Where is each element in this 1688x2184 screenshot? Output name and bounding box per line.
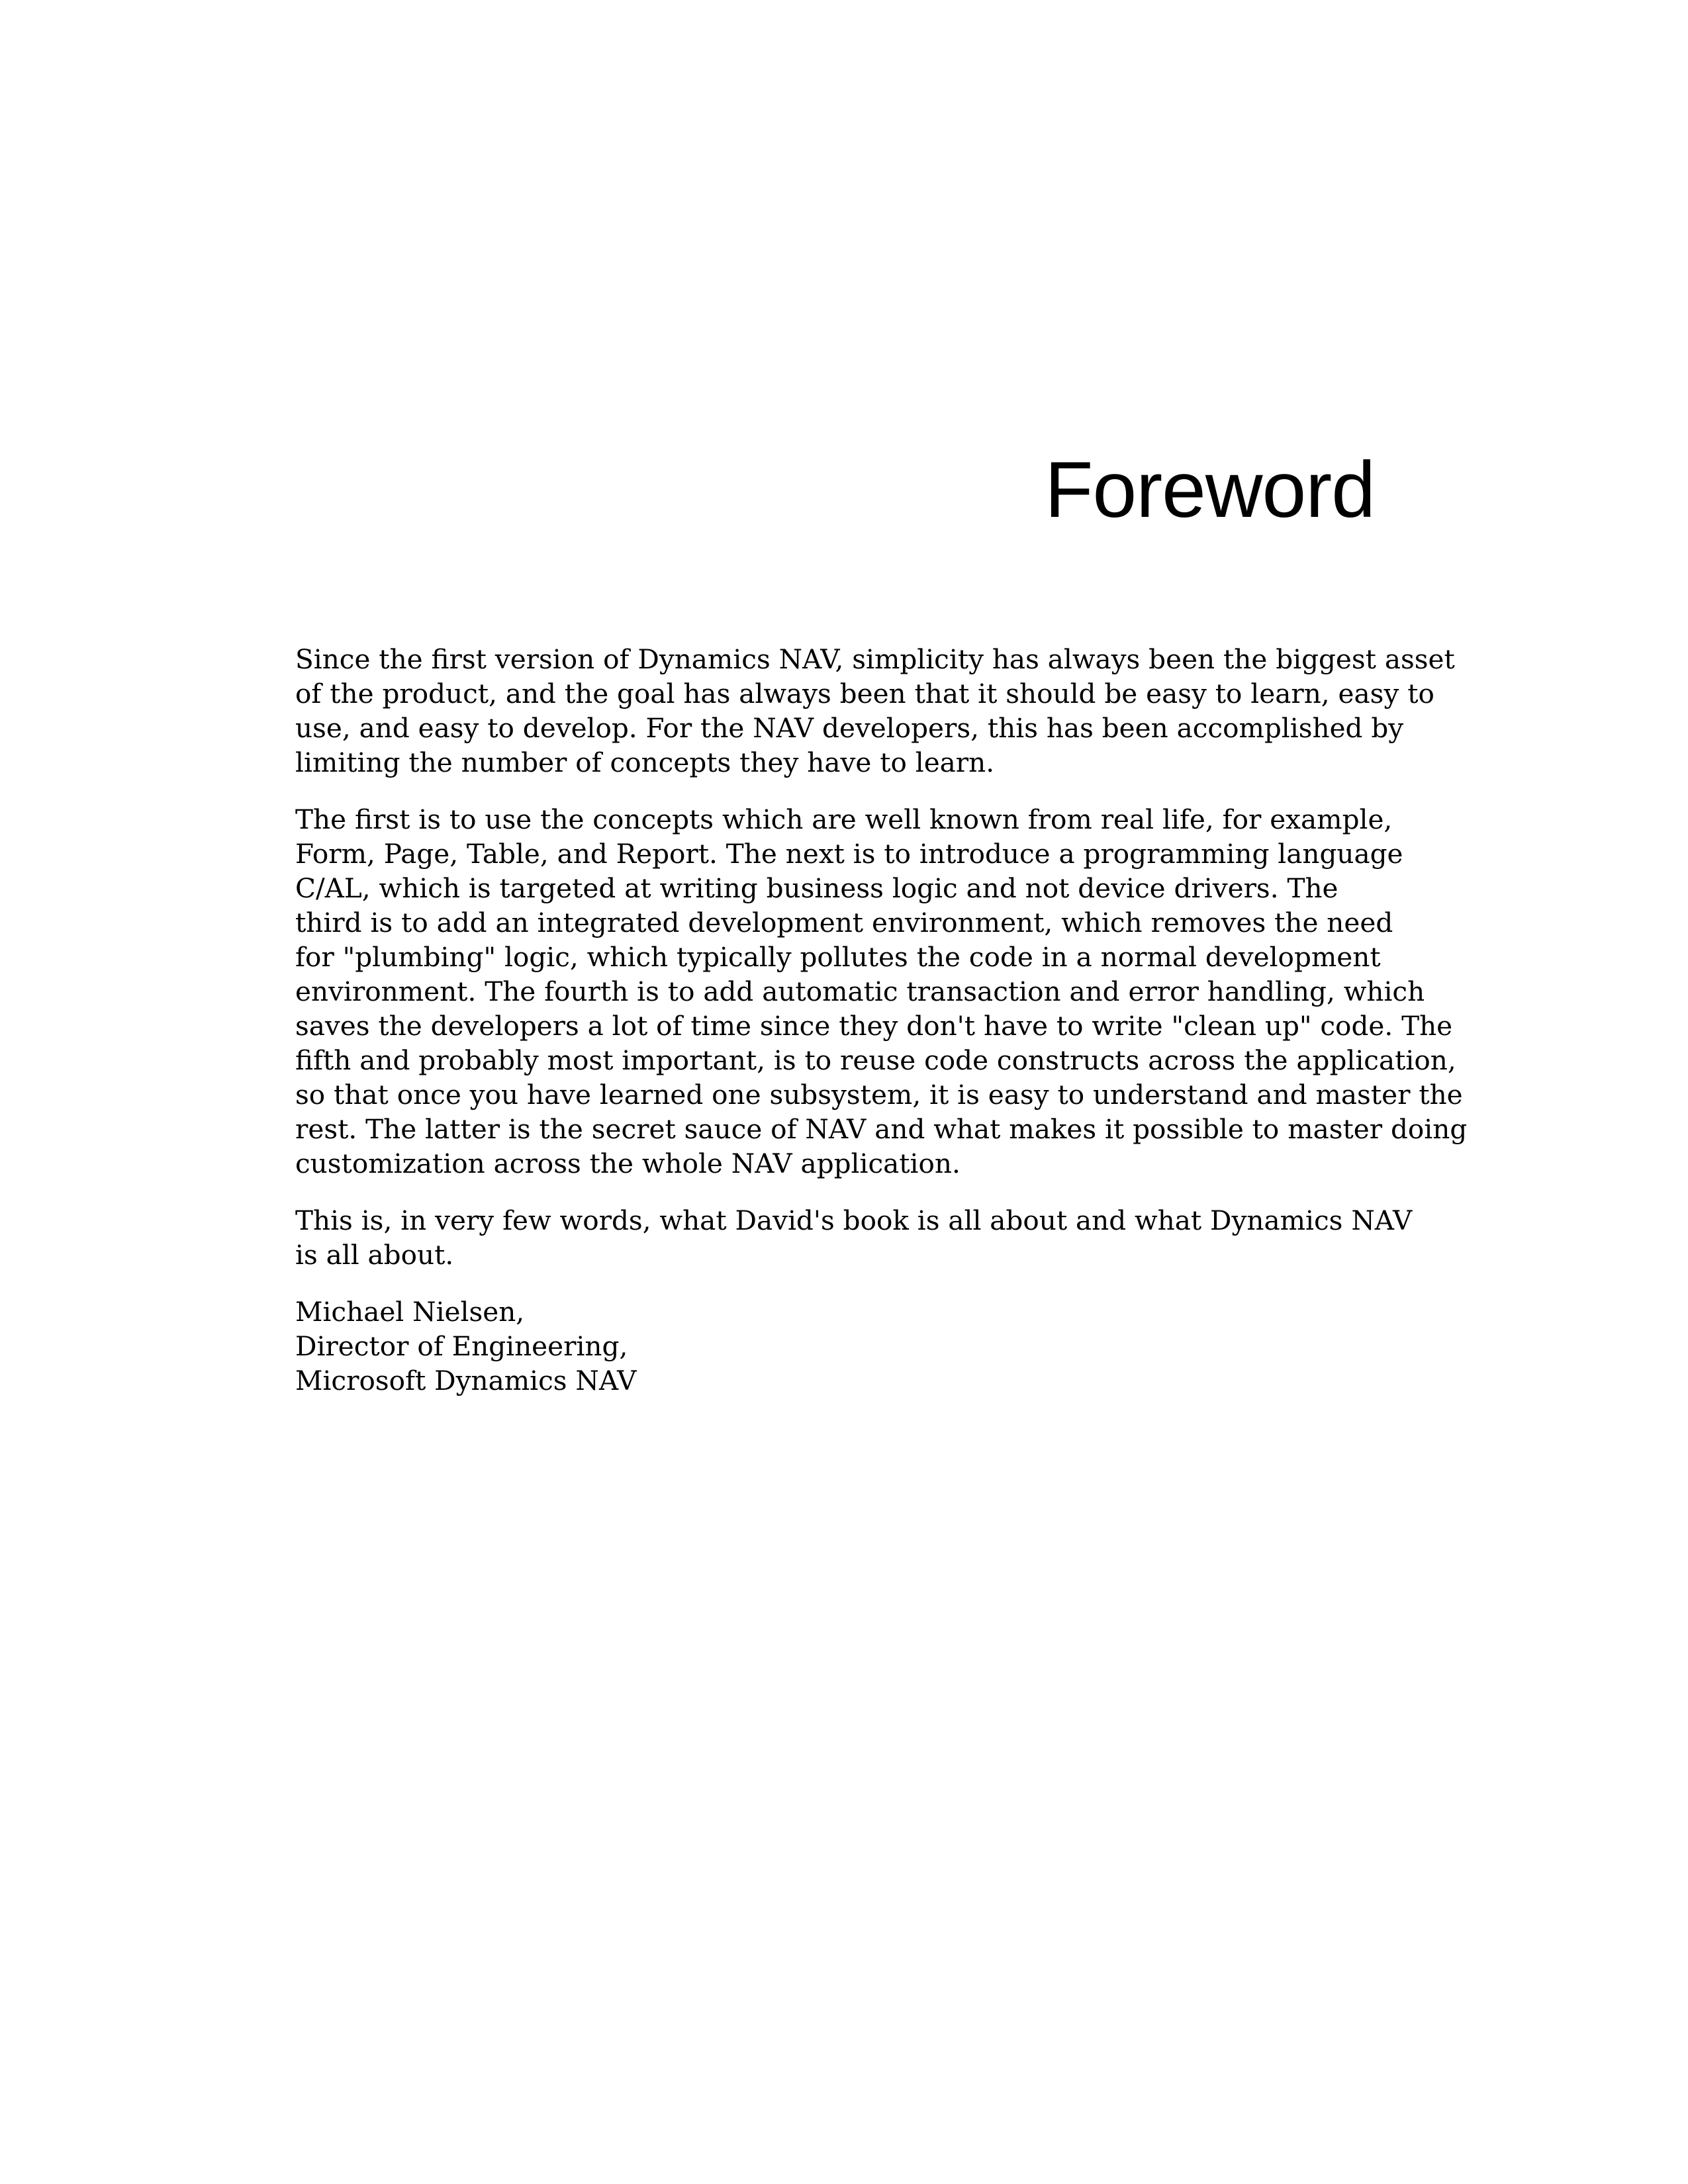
text-line: limiting the number of concepts they have to learn. [295, 747, 995, 778]
text-line: rest. The latter is the secret sauce of NAV and what makes it possible to master doing [295, 1113, 1468, 1145]
signature-block [295, 1295, 1381, 1398]
text-line: saves the developers a lot of time since they don't have to write "clean up" code. The [295, 1010, 1453, 1042]
text-line: The first is to use the concepts which are well known from real life, for example, [295, 803, 1393, 835]
text-line: is all about. [295, 1239, 454, 1271]
text-line: Form, Page, Table, and Report. The next is to introduce a programming language [295, 838, 1403, 870]
signature-organization: Microsoft Dynamics NAV [295, 1365, 637, 1396]
text-line: so that once you have learned one subsystem, it is easy to understand and master the [295, 1079, 1463, 1111]
text-line: use, and easy to develop. For the NAV developers, this has been accomplished by [295, 712, 1404, 744]
text-line: fifth and probably most important, is to reuse code constructs across the application, [295, 1044, 1456, 1076]
text-line: environment. The fourth is to add automatic transaction and error handling, which [295, 976, 1425, 1007]
chapter-title: Foreword [1045, 445, 1375, 534]
paragraph-2 [295, 802, 1468, 1181]
text-line: This is, in very few words, what David's book is all about and what Dynamics NAV [295, 1205, 1413, 1236]
text-line: third is to add an integrated development environment, which removes the need [295, 907, 1393, 938]
text-line: for "plumbing" logic, which typically pollutes the code in a normal development [295, 941, 1381, 973]
signature-role: Director of Engineering, [295, 1330, 628, 1362]
text-line: Since the first version of Dynamics NAV, simplicity has always been the biggest asset [295, 643, 1455, 675]
text-line: customization across the whole NAV application. [295, 1148, 961, 1179]
paragraph-1 [295, 642, 1455, 780]
paragraph-3 [295, 1203, 1413, 1272]
text-line: C/AL, which is targeted at writing business logic and not device drivers. The [295, 872, 1338, 904]
signature-name: Michael Nielsen, [295, 1296, 525, 1328]
text-line: of the product, and the goal has always been that it should be easy to learn, easy to [295, 678, 1434, 709]
foreword-body [295, 642, 1468, 1398]
